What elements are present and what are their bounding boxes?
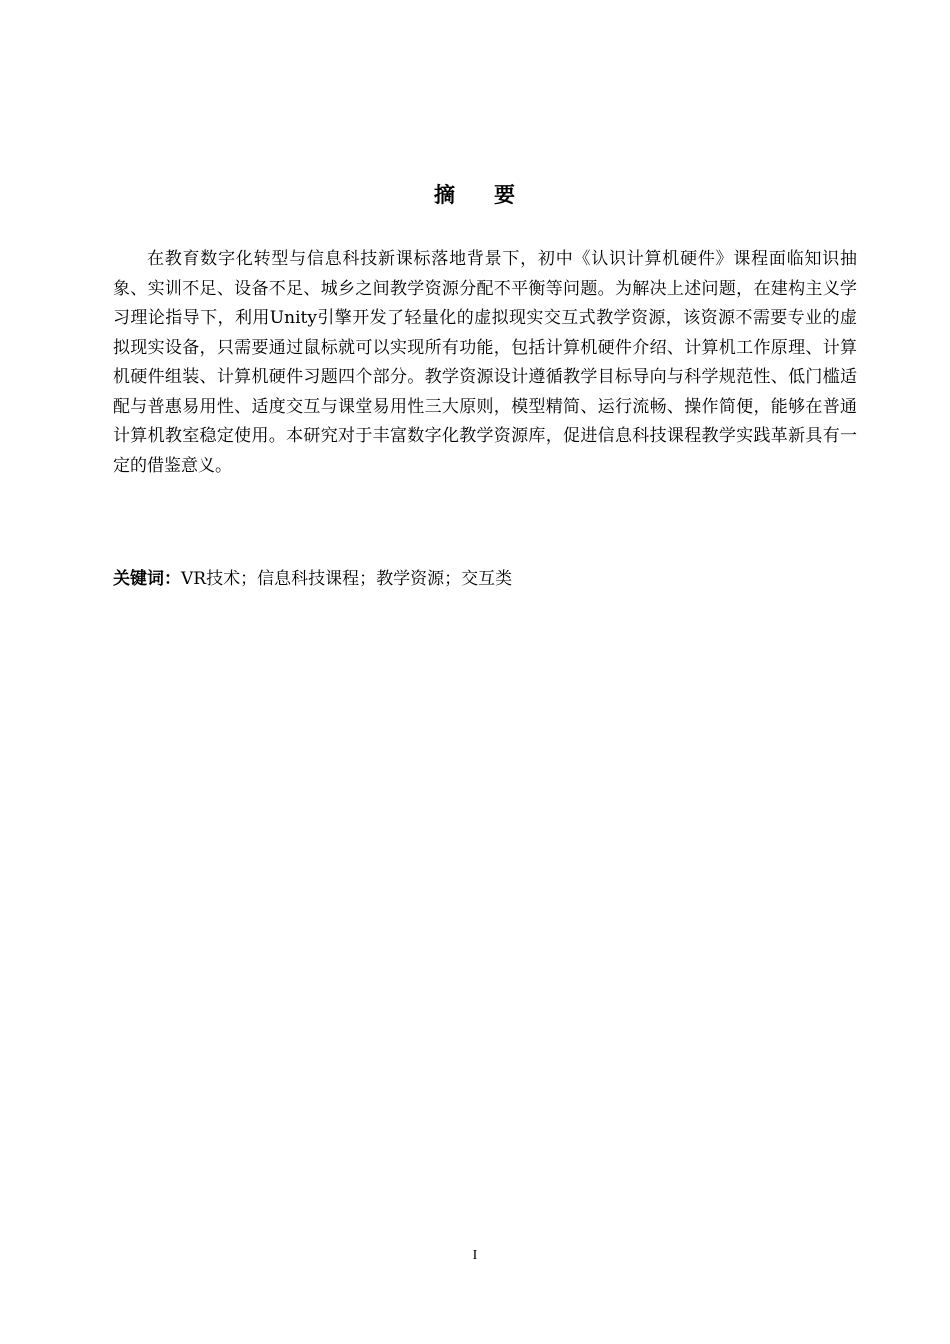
abstract-title-char-2: 要 [494, 183, 516, 207]
keywords-list: VR技术；信息科技课程；教学资源；交互类 [181, 569, 513, 589]
keywords-label: 关键词： [113, 569, 181, 589]
abstract-body: 在教育数字化转型与信息科技新课标落地背景下，初中《认识计算机硬件》课程面临知识抽象、实训不足、设备不足、城乡之间教学资源分配不平衡等问题。为解决上述问题，在建构主义学习理论指导下，利用Unity引擎开发了轻量化的虚拟现实交互式教学资源，该资源不需要专业的虚拟现实设备，只需要通过鼠标就可以实现所有功能，包括计算机硬件介绍、计算机工作原理、计算机硬件组装、计算机硬件习题四个部分。教学资源设计遵循教学目标导向与科学规范性、低门槛适配与普惠易用性、适度交互与课堂易用性三大原则，模型精简、运行流畅、操作简便，能够在普通计算机教室稳定使用。本研究对于丰富数字化教学资源库，促进信息科技课程教学实践革新具有一定的借鉴意义。 [113, 249, 857, 476]
keywords-line [113, 565, 857, 594]
abstract-title-char-1: 摘 [434, 183, 456, 207]
page-number: I [472, 1248, 478, 1263]
abstract-title [0, 181, 950, 209]
